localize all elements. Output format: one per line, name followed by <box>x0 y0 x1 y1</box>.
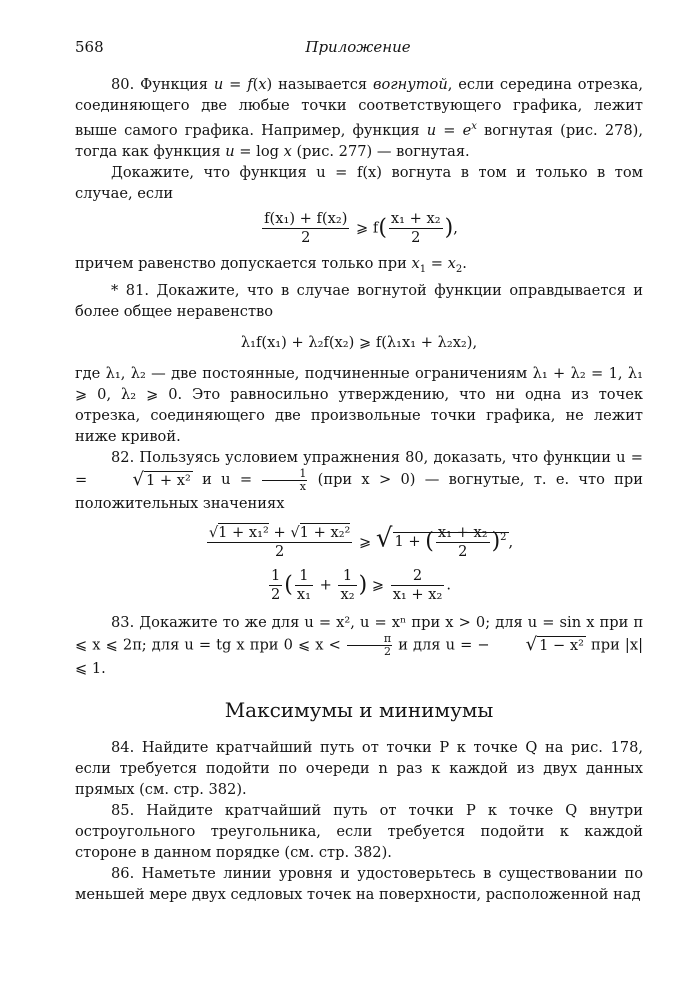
term-concave: вогнутой <box>372 76 448 93</box>
denominator: 2 <box>274 542 285 560</box>
formula-jensen: $\frac{\text{f(x₁) + f(x₂)}}{2}$ ⩾ f( $\frac{\text{x₁ + x₂}}{2}$ ), <box>264 209 458 246</box>
numerator: π <box>347 633 392 646</box>
text: , если середина отрезка, соединяющего две любые точки соответствующего графика, лежит выше самого графика. Например, функция <box>75 76 643 139</box>
exercise-85: 85. Найдите кратчайший путь от точки P к точке Q внутри остроугольного треугольника, если требуется подойти к каждой стороне в данном порядке (см. стр. 382). <box>75 801 643 861</box>
sqrt: √ 1 + x² <box>132 469 191 491</box>
exercise-84: 84. Найдите кратчайший путь от точки P к точке Q на рис. 178, если требуется подойти по очереди n раз к каждой из двух данных прямых (см. стр. 382). <box>75 738 643 798</box>
radicand: 1 + ( $\frac{\text{x₁ + x₂}}{2}$ )$^2$ <box>394 523 507 560</box>
numerator: 1 <box>270 566 281 584</box>
relation: ⩾ f <box>351 219 379 237</box>
formula-harmonic: $\frac{1}{2}$ ( $\frac{1}{\text{x₁}}$ + $\frac{1}{\text{x₂}}$ ) ⩾ $\frac{2}{\text{x₁ + x₂}}$ . <box>270 566 451 603</box>
equality-condition: причем равенство допускается только при $x_1 = x_2$. <box>75 254 467 275</box>
page-header <box>75 38 641 60</box>
exercise-81: * 81. Докажите, что в случае вогнутой функции оправдывается и более общее неравенство <box>75 281 643 320</box>
text: (рис. 277) — вогнутая. <box>291 142 470 160</box>
text: 83. Докажите то же для u = x², u = xⁿ при x > 0; для u = sin x при π ⩽ x ⩽ 2π; для u = tg x при 0 ⩽ x < <box>75 613 643 654</box>
numerator: f(x₁) + f(x₂) <box>264 209 348 227</box>
running-title: Приложение <box>305 38 411 56</box>
numerator: x₁ + x₂ <box>437 523 488 541</box>
paren: ) <box>444 215 454 241</box>
text: и для u = − <box>393 636 490 654</box>
radicand: 1 + x₂² <box>299 523 351 541</box>
denominator: x₁ + x₂ <box>392 585 443 603</box>
text: 1 + <box>394 533 426 551</box>
exercise-83 <box>75 612 643 679</box>
text: называется <box>272 76 373 93</box>
text: 80. Функция <box>111 76 214 93</box>
formula-weighted: λ₁f(x₁) + λ₂f(x₂) ⩾ f(λ₁x₁ + λ₂x₂), <box>240 333 478 351</box>
denominator: 2 <box>270 585 281 603</box>
sqrt: √ 1 − x² <box>525 634 584 656</box>
exercise-82 <box>75 447 643 514</box>
numerator: 2 <box>391 567 445 586</box>
fraction <box>389 210 443 247</box>
radicand: 1 + x² <box>146 472 191 490</box>
denominator: 2 <box>458 542 468 560</box>
fraction <box>207 524 353 561</box>
relation: ⩾ <box>371 576 385 594</box>
page-number: 568 <box>75 38 104 56</box>
radicand: 1 − x² <box>539 637 584 655</box>
denominator: 2 <box>411 228 421 246</box>
text: . <box>462 254 467 272</box>
text: 82. Пользуясь условием упражнения 80, доказать, что функции u = = <box>75 448 643 489</box>
fraction <box>338 567 356 604</box>
exercise-80: 80. Функция u = f(x) называется вогнутой, если середина отрезка, соединяющего две любые точки соответствующего графика, лежит выше самого графика. Например, функция $u = e^x$ вогнутая (рис. 278), тогда как функция u = log x (рис. 277) — вогнутая. <box>75 76 644 160</box>
text: при |x| ⩽ 1. <box>75 636 643 677</box>
fraction <box>269 567 282 604</box>
exercise-80-statement: Докажите, что функция u = f(x) вогнута в том и только в том случае, если <box>75 163 643 202</box>
page-body <box>75 74 643 905</box>
denominator: 2 <box>384 644 392 658</box>
section-title: Максимумы и минимумы <box>224 697 494 722</box>
numerator: 1 <box>295 567 313 586</box>
exercise-81-text: где λ₁, λ₂ — две постоянные, подчиненные ограничениям λ₁ + λ₂ = 1, λ₁ ⩾ 0, λ₂ ⩾ 0. Это равносильно утверждению, что ни одна из точек отрезка, соединяющего две произвольные точки графика, не лежит ниже кривой. <box>75 364 643 445</box>
denominator: x₁ <box>296 585 311 603</box>
fraction <box>391 567 445 604</box>
fraction-1-over-x: $\frac{1}{x}$ <box>262 468 307 493</box>
numerator: √1 + x₁² + √1 + x₂² <box>208 523 351 541</box>
text: причем равенство допускается только при <box>75 254 412 272</box>
text: и u = $\frac{1}{x}$ (при x > 0) — вогнутые, т. е. что при положительных значениях <box>75 466 643 512</box>
sqrt: √ 1 + ( $\frac{\text{x₁ + x₂}}{2}$ )$^2$ <box>375 523 507 560</box>
numerator: x₁ + x₂ <box>390 209 441 227</box>
fraction <box>295 567 313 604</box>
radicand: 1 + x₁² <box>218 523 269 541</box>
fraction <box>436 524 490 561</box>
relation: ⩾ <box>359 533 372 551</box>
denominator: 2 <box>301 228 311 246</box>
fraction <box>262 210 349 247</box>
text: вогнутая (рис. 278), тогда как функция <box>75 121 644 160</box>
formula-sqrt-ineq: $\frac{\text{√1 + x₁² + √1 + x₂²}}{2}$ ⩾ √ 1 + ( $\frac{\text{x₁ + x₂}}{2}$ )$^2$ , <box>208 523 514 560</box>
fraction <box>347 633 392 658</box>
denominator: x₂ <box>340 585 355 603</box>
exercise-86: 86. Наметьте линии уровня и удостоверьтесь в существовании по меньшей мере двух седловых точек на поверхности, расположенной над <box>75 864 643 903</box>
numerator: 1 <box>338 567 356 586</box>
paren: ( <box>378 215 387 241</box>
